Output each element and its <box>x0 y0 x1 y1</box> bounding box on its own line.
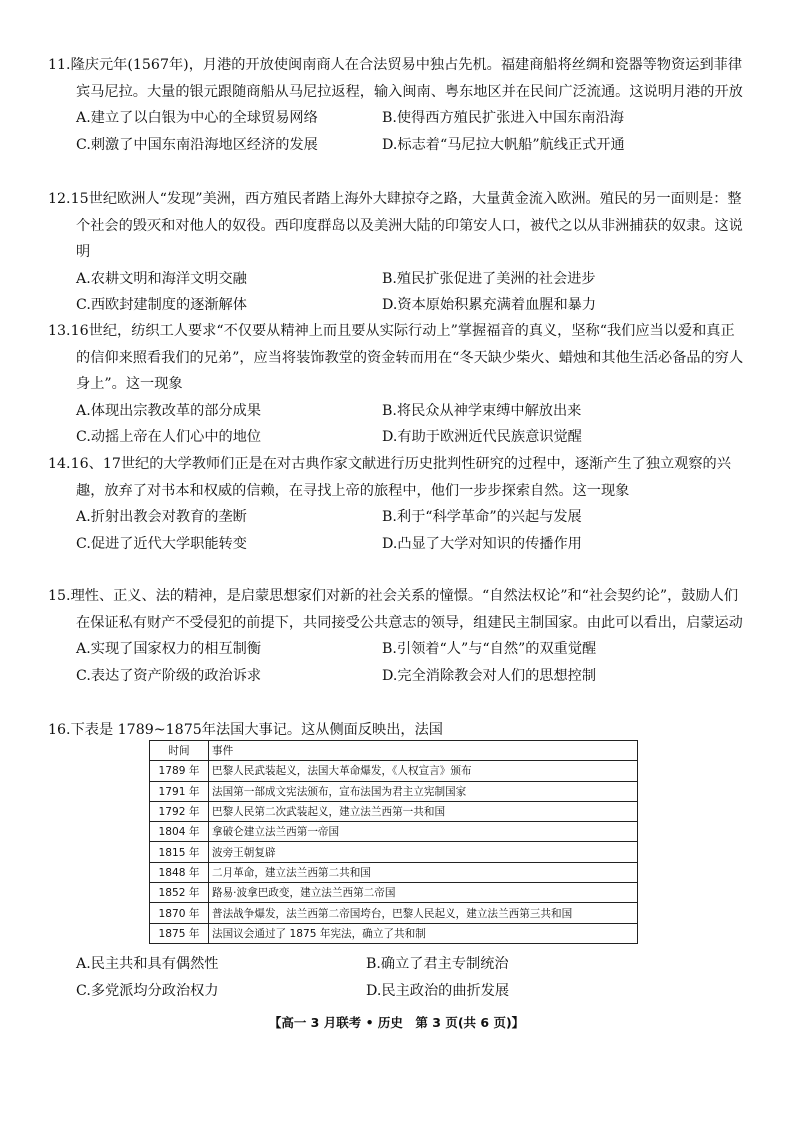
option-b: B.确立了君主专制统治 <box>366 956 509 972</box>
option-d: D.有助于欧洲近代民族意识觉醒 <box>382 429 582 445</box>
table-cell-year: 1791 年 <box>150 781 209 801</box>
option-d: D.标志着“马尼拉大帆船”航线正式开通 <box>382 136 625 153</box>
table-cell-year: 1792 年 <box>150 801 209 821</box>
question-14 <box>48 451 748 557</box>
question-number: 13. <box>48 323 71 339</box>
table-row <box>150 903 638 923</box>
options-row <box>48 504 748 531</box>
question-stem <box>48 318 748 398</box>
options-row <box>48 978 748 1005</box>
table-row <box>150 801 638 821</box>
question-stem <box>48 52 748 105</box>
question-number: 15. <box>48 588 71 604</box>
question-13 <box>48 318 748 451</box>
option-d: D.民主政治的曲折发展 <box>366 982 510 999</box>
question-12 <box>48 186 748 319</box>
column-header-time: 时间 <box>150 741 209 761</box>
question-number: 16. <box>48 722 71 738</box>
options-row <box>48 951 748 978</box>
options-row <box>48 132 748 159</box>
question-text: 理性、正义、法的精神，是启蒙思想家们对新的社会关系的憧憬。“自然法权论”和“社会契约论”，鼓励人们在保证私有财产不受侵犯的前提下，共同接受公共意志的领导，组建民主制国家。由此可以看出，启蒙运动 <box>70 588 743 631</box>
option-a: A.民主共和具有偶然性 <box>76 956 219 972</box>
option-c: C.动摇上帝在人们心中的地位 <box>76 429 262 445</box>
page-footer: 【高一 3 月联考 • 历史 第 3 页(共 6 页)】 <box>268 1015 525 1030</box>
question-text: 16世纪，纺织工人要求“不仅要从精神上而且要从实际行动上”掌握福音的真义，坚称“我们应当以爱和真正的信仰来照看我们的兄弟”，应当将装饰教堂的资金转而用在“冬天缺少柴火、蜡烛和其他生活必备品的穷人身上”。这一现象 <box>70 323 744 392</box>
option-b: B.使得西方殖民扩张进入中国东南沿海 <box>382 110 624 126</box>
options-row <box>48 292 748 319</box>
option-c: C.促进了近代大学职能转变 <box>76 535 247 552</box>
options-row <box>48 663 748 690</box>
table-cell-event: 巴黎人民武装起义，法国大革命爆发，《人权宣言》颁布 <box>209 761 638 781</box>
table-cell-year: 1804 年 <box>150 822 209 842</box>
option-c: C.西欧封建制度的逐渐解体 <box>76 297 247 313</box>
option-a: A.实现了国家权力的相互制衡 <box>76 641 262 657</box>
table-row <box>150 923 638 943</box>
table-row <box>150 781 638 801</box>
table-cell-year: 1852 年 <box>150 883 209 903</box>
events-table <box>149 740 638 944</box>
table-row <box>150 883 638 903</box>
option-a: A.建立了以白银为中心的全球贸易网络 <box>76 110 318 126</box>
option-d: D.凸显了大学对知识的传播作用 <box>382 535 582 552</box>
table-cell-event: 路易·波拿巴政变，建立法兰西第二帝国 <box>209 883 638 903</box>
option-b: B.利于“科学革命”的兴起与发展 <box>382 509 582 525</box>
option-d: D.资本原始积累充满着血腥和暴力 <box>382 297 597 313</box>
option-c: C.刺激了中国东南沿海地区经济的发展 <box>76 136 318 153</box>
option-a: A.农耕文明和海洋文明交融 <box>76 270 247 287</box>
table-cell-event: 巴黎人民第二次武装起义，建立法兰西第一共和国 <box>209 801 638 821</box>
table-cell-year: 1870 年 <box>150 903 209 923</box>
options-row <box>48 105 748 132</box>
question-number: 14. <box>48 456 71 472</box>
question-stem <box>48 583 748 636</box>
table-row <box>150 822 638 842</box>
option-c: C.表达了资产阶级的政治诉求 <box>76 667 262 684</box>
options-row <box>48 636 748 663</box>
option-b: B.将民众从神学束缚中解放出来 <box>382 402 582 419</box>
option-a: A.体现出宗教改革的部分成果 <box>76 402 262 419</box>
table-row <box>150 761 638 781</box>
table-cell-event: 法国议会通过了 1875 年宪法，确立了共和制 <box>209 923 638 943</box>
table-cell-year: 1875 年 <box>150 923 209 943</box>
options-row <box>48 424 748 451</box>
question-text: 16、17世纪的大学教师们正是在对古典作家文献进行历史批判性研究的过程中，逐渐产生了独立观察的兴趣，放弃了对书本和权威的信赖，在寻找上帝的旅程中，他们一步步探索自然。这一现象 <box>70 456 731 499</box>
option-d: D.完全消除教会对人们的思想控制 <box>382 667 597 684</box>
table-cell-event: 二月革命，建立法兰西第二共和国 <box>209 862 638 882</box>
table-header-row <box>150 741 638 761</box>
options-row <box>48 531 748 558</box>
question-15 <box>48 583 748 689</box>
question-number: 12. <box>48 191 71 207</box>
question-16-options <box>48 951 748 1004</box>
table-row <box>150 842 638 862</box>
table-cell-event: 拿破仑建立法兰西第一帝国 <box>209 822 638 842</box>
table-cell-year: 1789 年 <box>150 761 209 781</box>
question-text: 隆庆元年(1567年)，月港的开放使闽南商人在合法贸易中独占先机。福建商船将丝绸和瓷器等物资运到菲律宾马尼拉。大量的银元跟随商船从马尼拉返程，输入闽南、粤东地区并在民间广泛流通。这说明月港的开放 <box>70 57 743 100</box>
question-11 <box>48 52 748 158</box>
option-a: A.折射出教会对教育的垄断 <box>76 509 247 525</box>
column-header-event: 事件 <box>209 741 638 761</box>
options-row <box>48 398 748 425</box>
option-b: B.殖民扩张促进了美洲的社会进步 <box>382 270 596 287</box>
question-text: 15世纪欧洲人“发现”美洲，西方殖民者踏上海外大肆掠夺之路，大量黄金流入欧洲。殖民的另一面则是：整个社会的毁灭和对他人的奴役。西印度群岛以及美洲大陆的印第安人口，被代之以从非洲捕获的奴隶。这说明 <box>70 191 743 260</box>
table-cell-event: 波旁王朝复辟 <box>209 842 638 862</box>
options-row <box>48 266 748 293</box>
table-cell-year: 1815 年 <box>150 842 209 862</box>
question-stem <box>48 186 748 266</box>
table-cell-event: 法国第一部成文宪法颁布，宣布法国为君主立宪制国家 <box>209 781 638 801</box>
question-text: 下表是 1789~1875年法国大事记。这从侧面反映出，法国 <box>70 722 443 738</box>
question-number: 11. <box>48 57 71 73</box>
table-cell-event: 普法战争爆发，法兰西第二帝国垮台，巴黎人民起义，建立法兰西第三共和国 <box>209 903 638 923</box>
option-b: B.引领着“人”与“自然”的双重觉醒 <box>382 641 597 657</box>
table-cell-year: 1848 年 <box>150 862 209 882</box>
table-row <box>150 862 638 882</box>
question-stem <box>48 451 748 504</box>
option-c: C.多党派均分政治权力 <box>76 982 219 999</box>
